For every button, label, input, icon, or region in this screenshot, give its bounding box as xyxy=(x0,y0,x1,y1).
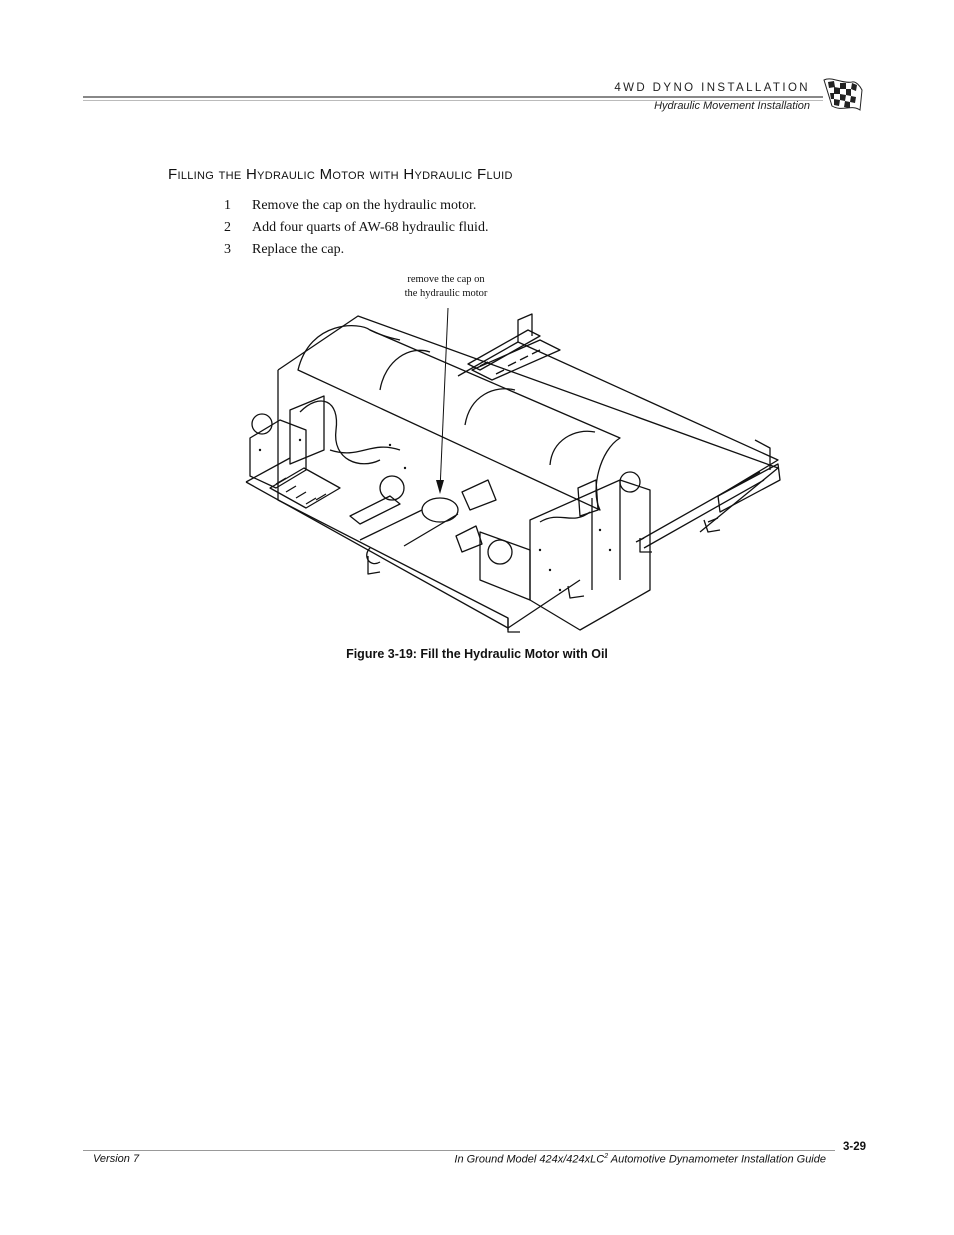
step-item xyxy=(224,198,476,214)
step-text: Remove the cap on the hydraulic motor. xyxy=(252,198,477,213)
step-number: 1 xyxy=(224,198,231,213)
step-number: 2 xyxy=(224,220,231,235)
page-number: 3-29 xyxy=(843,1141,867,1153)
running-header-subsection: Hydraulic Movement Installation xyxy=(654,100,810,112)
callout-line-2: the hydraulic motor xyxy=(404,288,488,299)
section-heading: Filling the Hydraulic Motor with Hydraulic Fluid xyxy=(168,166,513,183)
guide-title-prefix: In Ground Model 424x/424xLC xyxy=(454,1153,605,1166)
footer-rule xyxy=(83,1150,835,1151)
callout-line-1: remove the cap on xyxy=(407,274,485,285)
guide-title-suffix: Automotive Dynamometer Installation Guide xyxy=(608,1153,826,1166)
step-item xyxy=(224,242,344,258)
figure-caption: Figure 3-19: Fill the Hydraulic Motor with Oil xyxy=(346,647,608,661)
step-item xyxy=(224,220,488,236)
figure-callout xyxy=(376,273,516,301)
header-rule xyxy=(83,96,823,98)
step-number: 3 xyxy=(224,242,231,257)
dynamometer-illustration xyxy=(240,300,800,645)
checkered-flag-icon xyxy=(822,76,866,114)
guide-title-superscript: 2 xyxy=(604,1153,609,1160)
step-text: Add four quarts of AW-68 hydraulic fluid. xyxy=(252,220,489,235)
footer-version: Version 7 xyxy=(93,1153,140,1165)
running-header-section: 4WD DYNO INSTALLATION xyxy=(614,82,810,94)
step-text: Replace the cap. xyxy=(252,242,345,257)
footer-guide-title xyxy=(454,1153,826,1166)
